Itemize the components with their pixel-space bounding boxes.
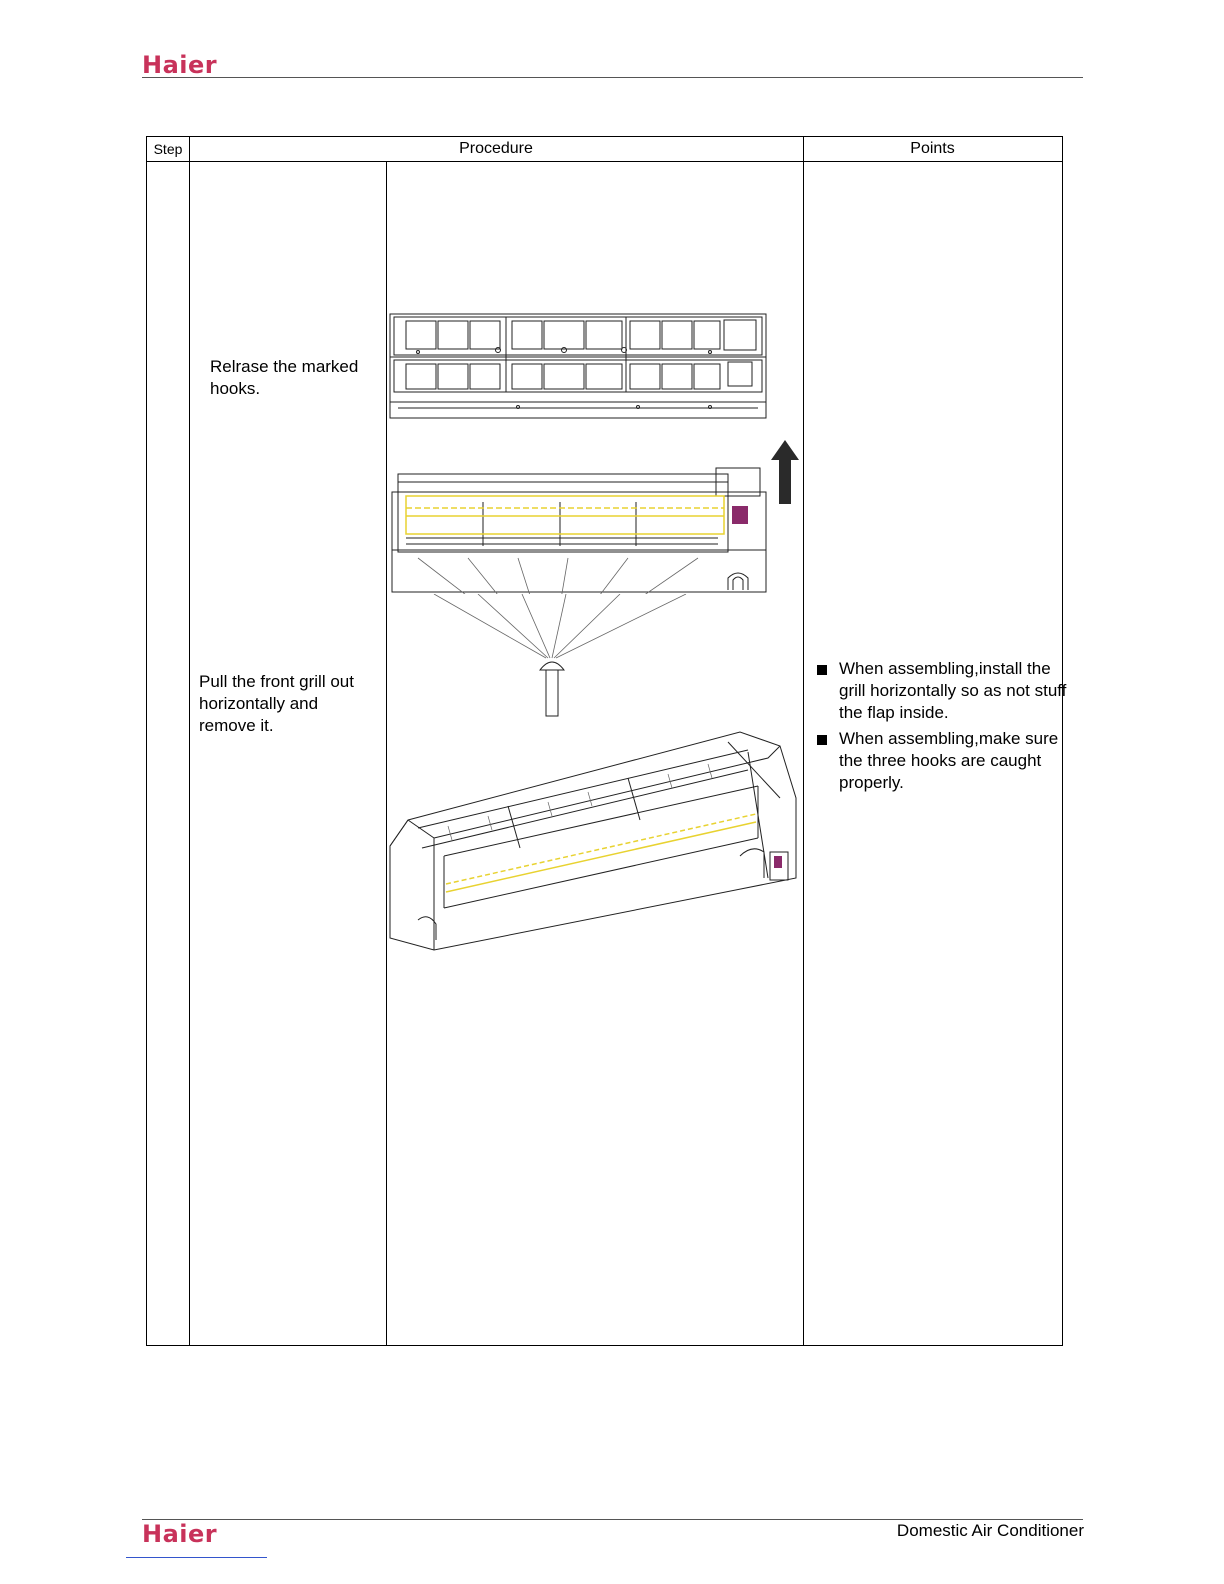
square-bullet-icon xyxy=(817,665,827,675)
instruction-pull-grill: Pull the front grill out horizontally and remove it. xyxy=(199,672,354,735)
point-text: When assembling,make sure the three hooks are caught properly. xyxy=(839,729,1059,792)
square-bullet-icon xyxy=(817,735,827,745)
point-text: When assembling,install the grill horizontally so as not stuff the flap inside. xyxy=(839,659,1067,722)
points-header: Points xyxy=(910,140,955,157)
brand-logo: Haier xyxy=(142,51,218,79)
instruction-release-hooks: Relrase the marked hooks. xyxy=(210,357,359,398)
indoor-unit-isometric-drawing xyxy=(388,728,802,956)
indoor-unit-front-view-drawing xyxy=(388,462,770,594)
points-column-divider xyxy=(803,137,804,1345)
screw-guide-lines xyxy=(388,594,770,660)
footer-title: Domestic Air Conditioner xyxy=(896,1521,1084,1540)
footer-link-underline xyxy=(126,1557,267,1558)
indoor-unit-top-view-drawing xyxy=(388,312,770,424)
header-rule xyxy=(142,77,1083,78)
brand-logo: Haier xyxy=(142,1520,218,1548)
step-column-divider xyxy=(189,137,190,1345)
procedure-header: Procedure xyxy=(459,140,533,157)
header-row-divider xyxy=(147,161,1062,162)
step-header: Step xyxy=(153,141,183,157)
procedure-column-divider xyxy=(386,161,387,1345)
screw-icon xyxy=(538,656,566,720)
up-arrow-icon xyxy=(770,440,800,506)
footer-rule xyxy=(142,1519,1083,1520)
